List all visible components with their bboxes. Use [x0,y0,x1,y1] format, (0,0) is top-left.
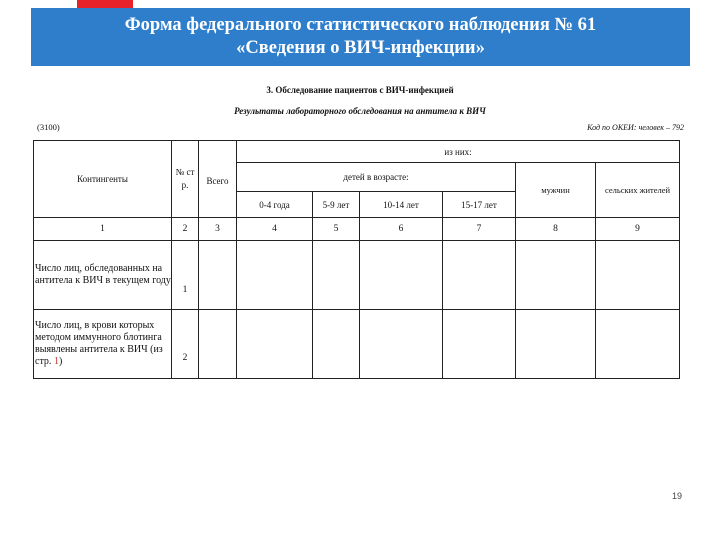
data-cell[interactable] [313,310,360,379]
form-code: (3100) [37,122,60,132]
header-men: мужчин [516,163,596,218]
header-age-5-9: 5-9 лет [313,192,360,218]
header-of-them: из них: [237,141,680,163]
row-label: Число лиц, обследованных на антитела к ВИЧ в текущем году [34,241,172,310]
row-reference: 1 [53,356,59,367]
table-row [34,310,680,379]
data-cell[interactable] [443,310,516,379]
header-contingents: Контингенты [34,141,172,218]
row-label [34,310,172,379]
banner-title-line-1: Форма федерального статистического наблюдения № 61 [124,15,597,35]
column-number: 6 [360,218,443,241]
header-row-number: № ст р. [172,141,199,218]
row-number: 1 [172,241,199,310]
data-cell[interactable] [360,241,443,310]
section-subtitle: Результаты лабораторного обследования на антитела к ВИЧ [234,106,486,116]
row-number: 2 [172,310,199,379]
column-number: 1 [34,218,172,241]
data-cell[interactable] [516,310,596,379]
data-cell[interactable] [360,310,443,379]
data-cell[interactable] [237,241,313,310]
okei-code: Код по ОКЕИ: человек – 792 [587,123,684,132]
header-age-0-4: 0-4 года [237,192,313,218]
data-cell[interactable] [596,241,680,310]
row-label-text: Число лиц, в крови которых методом иммунного блотинга выявлены антитела к ВИЧ (из стр. [35,320,163,367]
red-accent-tab [77,0,133,8]
table-row [34,241,680,310]
row-label-end: ) [58,356,63,367]
column-number: 8 [516,218,596,241]
column-number: 5 [313,218,360,241]
column-number: 7 [443,218,516,241]
page-number: 19 [671,491,682,501]
column-number: 9 [596,218,680,241]
title-banner [31,8,690,66]
data-cell[interactable] [443,241,516,310]
header-children-age: детей в возрасте: [237,163,516,192]
data-cell[interactable] [237,310,313,379]
column-number: 2 [172,218,199,241]
statistics-table [33,140,680,379]
header-rural: сельских жителей [596,163,680,218]
header-age-10-14: 10-14 лет [360,192,443,218]
banner-title-line-2: «Сведения о ВИЧ-инфекции» [236,38,485,58]
column-number: 4 [237,218,313,241]
data-cell[interactable] [199,310,237,379]
column-number: 3 [199,218,237,241]
data-cell[interactable] [313,241,360,310]
data-cell[interactable] [199,241,237,310]
section-title: 3. Обследование пациентов с ВИЧ-инфекцией [266,85,454,95]
data-cell[interactable] [516,241,596,310]
data-cell[interactable] [596,310,680,379]
header-total: Всего [199,141,237,218]
header-age-15-17: 15-17 лет [443,192,516,218]
